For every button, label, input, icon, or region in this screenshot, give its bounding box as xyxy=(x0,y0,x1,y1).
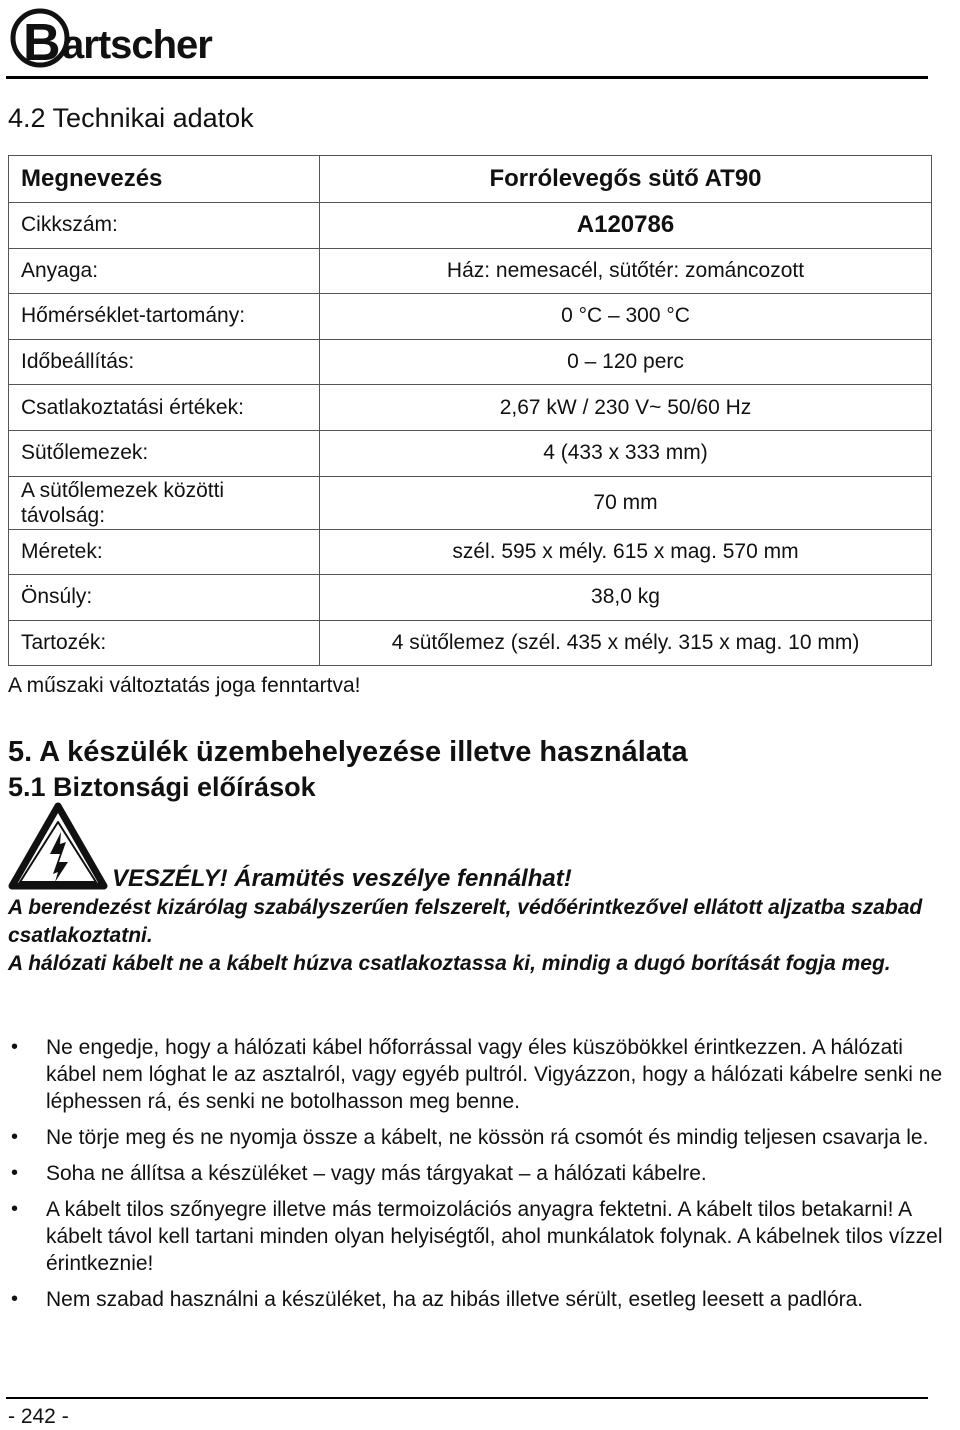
header-label: Megnevezés xyxy=(9,156,320,203)
table-row xyxy=(9,476,932,529)
row-value: 2,67 kW / 230 V~ 50/60 Hz xyxy=(320,385,932,431)
row-value: 70 mm xyxy=(320,476,932,529)
list-item xyxy=(8,1196,958,1277)
list-item-text: Ne engedje, hogy a hálózati kábel hőforrással vagy éles küszöbökkel érintkezzen. A hálózati kábel nem lóghat le az asztalról, vagy egyéb pultról. Vigyázzon, hogy a hálózati kábelre senki ne léphessen rá, és senki ne botolhasson meg benne. xyxy=(46,1036,943,1113)
table-row xyxy=(9,529,932,575)
bullet-icon: • xyxy=(11,1162,19,1184)
row-value: 0 °C – 300 °C xyxy=(320,294,932,340)
bartscher-logo xyxy=(10,4,230,74)
row-value: 38,0 kg xyxy=(320,575,932,621)
section-5-title: 5. A készülék üzembehelyezése illetve használata xyxy=(8,736,688,768)
list-item xyxy=(8,1034,958,1115)
table-row xyxy=(9,248,932,294)
table-row xyxy=(9,385,932,431)
row-value: A120786 xyxy=(320,203,932,249)
table-row xyxy=(9,294,932,340)
list-item-text: Ne törje meg és ne nyomja össze a kábelt, ne kössön rá csomót és mindig teljesen csavarja le. xyxy=(46,1126,929,1149)
row-value: 0 – 120 perc xyxy=(320,339,932,385)
danger-text-2: A hálózati kábelt ne a kábelt húzva csatlakoztassa ki, mindig a dugó borítását fogja meg. xyxy=(8,952,891,975)
row-label: Cikkszám: xyxy=(9,203,320,249)
svg-text:artscher: artscher xyxy=(62,23,212,67)
footer-rule xyxy=(6,1397,928,1399)
bullet-icon: • xyxy=(11,1198,19,1220)
row-value: 4 sütőlemez (szél. 435 x mély. 315 x mag. 10 mm) xyxy=(320,620,932,666)
section-4-2-title: 4.2 Technikai adatok xyxy=(8,103,254,133)
table-row xyxy=(9,203,932,249)
bartscher-logo-icon xyxy=(10,4,230,74)
table-row xyxy=(9,339,932,385)
row-value: szél. 595 x mély. 615 x mag. 570 mm xyxy=(320,529,932,575)
technical-data-table xyxy=(8,155,932,666)
svg-text:B: B xyxy=(23,14,61,72)
row-label: Időbeállítás: xyxy=(9,339,320,385)
list-item xyxy=(8,1124,958,1151)
table-row xyxy=(9,620,932,666)
danger-title: VESZÉLY! Áramütés veszélye fennálhat! xyxy=(112,865,572,892)
row-label: Csatlakoztatási értékek: xyxy=(9,385,320,431)
row-label: Sütőlemezek: xyxy=(9,430,320,476)
row-label: Anyaga: xyxy=(9,248,320,294)
list-item-text: A kábelt tilos szőnyegre illetve más termoizolációs anyagra fektetni. A kábelt tilos betakarni! A kábelt távol kell tartani minden olyan helyiségtől, ahol munkálatok folynak. A kábelnek tilos vízzel érintkeznie! xyxy=(46,1198,943,1275)
row-label: Hőmérséklet-tartomány: xyxy=(9,294,320,340)
danger-text-1: A berendezést kizárólag szabályszerűen felszerelt, védőérintkezővel ellátott aljzatba szabad csatlakoztatni. xyxy=(8,896,923,947)
technical-change-note: A műszaki változtatás joga fenntartva! xyxy=(8,674,361,697)
row-value: Ház: nemesacél, sütőtér: zománcozott xyxy=(320,248,932,294)
section-5-1-title: 5.1 Biztonsági előírások xyxy=(8,772,316,802)
row-label: Önsúly: xyxy=(9,575,320,621)
table-row xyxy=(9,575,932,621)
row-value: 4 (433 x 333 mm) xyxy=(320,430,932,476)
table-row xyxy=(9,430,932,476)
row-label: A sütőlemezek közötti távolság: xyxy=(9,476,320,529)
bullet-icon: • xyxy=(11,1036,19,1058)
header-rule xyxy=(6,76,928,79)
table-header-row xyxy=(9,156,932,203)
row-label: Tartozék: xyxy=(9,620,320,666)
safety-bullet-list xyxy=(8,1034,958,1322)
list-item xyxy=(8,1160,958,1187)
list-item xyxy=(8,1286,958,1313)
bullet-icon: • xyxy=(11,1288,19,1310)
electric-shock-warning-icon xyxy=(8,800,108,892)
row-label: Méretek: xyxy=(9,529,320,575)
bullet-icon: • xyxy=(11,1126,19,1148)
list-item-text: Nem szabad használni a készüléket, ha az hibás illetve sérült, esetleg leesett a padlóra. xyxy=(46,1288,864,1311)
page-number: - 242 - xyxy=(8,1405,69,1428)
header-value: Forrólevegős sütő AT90 xyxy=(320,156,932,203)
list-item-text: Soha ne állítsa a készüléket – vagy más tárgyakat – a hálózati kábelre. xyxy=(46,1162,707,1185)
